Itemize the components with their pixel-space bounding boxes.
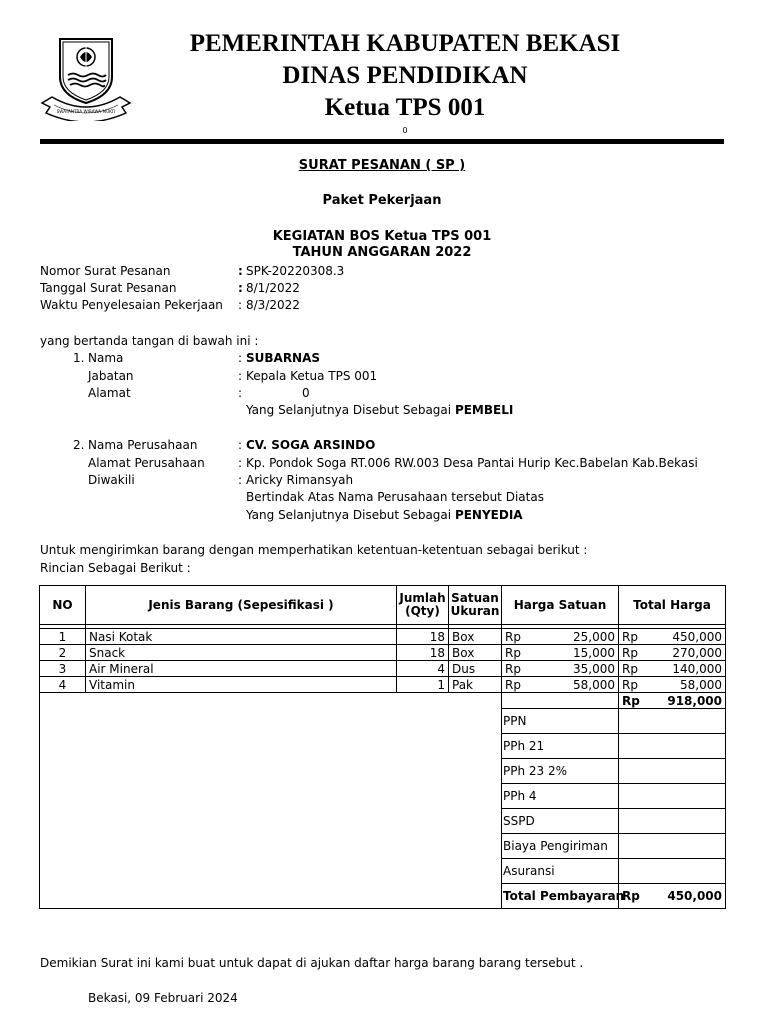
cell-unit: Box	[449, 645, 502, 661]
amount: 35,000	[573, 661, 615, 676]
extra-label: PPh 4	[502, 784, 619, 809]
extra-value	[619, 784, 726, 809]
party1-role: PEMBELI	[454, 403, 514, 417]
currency: Rp	[622, 677, 638, 692]
colon: :	[238, 351, 243, 365]
cell-quantity: 18	[397, 629, 449, 645]
party2-address-label: Alamat Perusahaan	[88, 456, 205, 470]
party2-number: 2.	[73, 438, 85, 452]
extra-label: PPh 23 2%	[502, 759, 619, 784]
cell-total-price	[619, 645, 726, 661]
party2-address-value: Kp. Pondok Soga RT.006 RW.003 Desa Pantai Hurip Kec.Babelan Kab.Bekasi	[246, 456, 698, 470]
party1-name-value: SUBARNAS	[246, 351, 321, 365]
header-total-price: Total Harga	[619, 586, 726, 625]
meta-value: 8/1/2022	[246, 281, 300, 295]
cell-total-price	[619, 677, 726, 693]
header-department-name: DINAS PENDIDIKAN	[282, 62, 528, 89]
instruction-text: Untuk mengirimkan barang dengan memperhatikan ketentuan-ketentuan sebagai berikut :	[40, 543, 588, 557]
cell-unit: Pak	[449, 677, 502, 693]
header-small-text: 0	[402, 126, 408, 135]
party1-role-line	[246, 403, 513, 417]
party2-company-label: Nama Perusahaan	[88, 438, 198, 452]
header-government-name: PEMERINTAH KABUPATEN BEKASI	[189, 30, 621, 57]
amount: 450,000	[667, 889, 722, 903]
party1-number: 1.	[73, 351, 85, 365]
header-quantity	[397, 586, 449, 625]
colon: :	[238, 456, 243, 470]
amount: 270,000	[672, 645, 722, 660]
header-quantity-line1: Jumlah	[399, 591, 446, 605]
meta-colon: :	[238, 281, 243, 295]
cell-no: 4	[40, 677, 86, 693]
cell-item-type: Air Mineral	[86, 661, 397, 677]
currency: Rp	[505, 645, 521, 660]
table-row	[40, 629, 726, 645]
subtotal-row	[40, 693, 726, 709]
amount: 58,000	[680, 677, 722, 692]
amount: 58,000	[573, 677, 615, 692]
cell-total-price	[619, 661, 726, 677]
currency: Rp	[505, 677, 521, 692]
party2-role: PENYEDIA	[454, 508, 523, 522]
header-unit-line1: Satuan	[451, 591, 499, 605]
cell-unit-price	[502, 645, 619, 661]
cell-quantity: 1	[397, 677, 449, 693]
svg-text:SWATANTRA WIBAWA MUKTI: SWATANTRA WIBAWA MUKTI	[56, 109, 116, 114]
header-unit-line2: Ukuran	[450, 604, 500, 618]
cell-no: 2	[40, 645, 86, 661]
cell-no: 3	[40, 661, 86, 677]
header-unit-price: Harga Satuan	[502, 586, 619, 625]
extra-value	[619, 759, 726, 784]
header-no: NO	[40, 586, 86, 625]
cell-unit-price	[502, 677, 619, 693]
header-item-type: Jenis Barang (Sepesifikasi )	[86, 586, 397, 625]
cell-total-price	[619, 629, 726, 645]
fiscal-year-title: TAHUN ANGGARAN 2022	[292, 245, 472, 260]
place-date: Bekasi, 09 Februari 2024	[88, 991, 238, 1005]
header-unit-name: Ketua TPS 001	[324, 94, 486, 121]
table-row	[40, 661, 726, 677]
colon: :	[238, 369, 243, 383]
meta-label: Waktu Penyelesaian Pekerjaan	[40, 298, 223, 312]
cell-unit: Box	[449, 629, 502, 645]
extra-label: PPN	[502, 709, 619, 734]
amount: 140,000	[672, 661, 722, 676]
header-unit	[449, 586, 502, 625]
cell-quantity: 4	[397, 661, 449, 677]
role-prefix: Yang Selanjutnya Disebut Sebagai	[246, 508, 452, 522]
currency: Rp	[622, 889, 640, 903]
party1-position-value: Kepala Ketua TPS 001	[246, 369, 378, 383]
cell-unit-price	[502, 661, 619, 677]
extra-value	[619, 709, 726, 734]
total-payment-value	[619, 884, 726, 909]
currency: Rp	[622, 693, 640, 708]
party2-representative-value: Aricky Rimansyah	[246, 473, 354, 487]
amount: 450,000	[672, 629, 722, 644]
meta-colon: :	[238, 264, 243, 278]
cell-unit: Dus	[449, 661, 502, 677]
party1-address-label: Alamat	[88, 386, 131, 400]
blank-area	[40, 693, 502, 909]
extra-value	[619, 809, 726, 834]
cell-quantity: 18	[397, 645, 449, 661]
meta-colon: :	[238, 298, 243, 312]
cell-item-type: Snack	[86, 645, 397, 661]
party1-name-label: Nama	[88, 351, 124, 365]
meta-value: SPK-20220308.3	[246, 264, 345, 278]
bekasi-regency-seal-logo	[40, 33, 132, 121]
colon: :	[238, 473, 243, 487]
extra-value	[619, 859, 726, 884]
total-payment-label: Total Pembayaran	[502, 884, 619, 909]
extra-value	[619, 734, 726, 759]
meta-value: 8/3/2022	[246, 298, 300, 312]
intro-text: yang bertanda tangan di bawah ini :	[40, 334, 259, 348]
table-header-row	[40, 586, 726, 625]
colon: :	[238, 438, 243, 452]
cell-no: 1	[40, 629, 86, 645]
closing-text: Demikian Surat ini kami buat untuk dapat di ajukan daftar harga barang barang tersebut .	[40, 956, 584, 970]
extra-label: PPh 21	[502, 734, 619, 759]
header-quantity-line2: (Qty)	[405, 604, 440, 618]
items-table	[39, 585, 726, 909]
details-text: Rincian Sebagai Berikut :	[40, 561, 191, 575]
role-prefix: Yang Selanjutnya Disebut Sebagai	[246, 403, 452, 417]
currency: Rp	[505, 661, 521, 676]
party1-position-label: Jabatan	[88, 369, 134, 383]
subtotal-label-cell	[502, 693, 619, 709]
table-row	[40, 645, 726, 661]
currency: Rp	[505, 629, 521, 644]
meta-label: Tanggal Surat Pesanan	[40, 281, 177, 295]
cell-subtotal	[619, 693, 726, 709]
party2-representative-label: Diwakili	[88, 473, 135, 487]
cell-item-type: Vitamin	[86, 677, 397, 693]
cell-item-type: Nasi Kotak	[86, 629, 397, 645]
amount: 15,000	[573, 645, 615, 660]
document-title: SURAT PESANAN ( SP )	[298, 158, 466, 173]
party2-company-value: CV. SOGA ARSINDO	[246, 438, 376, 452]
currency: Rp	[622, 629, 638, 644]
package-title: Paket Pekerjaan	[322, 193, 442, 208]
currency: Rp	[622, 645, 638, 660]
extra-value	[619, 834, 726, 859]
party2-acting-text: Bertindak Atas Nama Perusahaan tersebut Diatas	[246, 490, 544, 504]
meta-label: Nomor Surat Pesanan	[40, 264, 171, 278]
extra-label: Asuransi	[502, 859, 619, 884]
amount: 25,000	[573, 629, 615, 644]
extra-label: Biaya Pengiriman	[502, 834, 619, 859]
amount: 918,000	[667, 693, 722, 708]
cell-unit-price	[502, 629, 619, 645]
extra-label: SSPD	[502, 809, 619, 834]
table-row	[40, 677, 726, 693]
party2-role-line	[246, 508, 523, 522]
colon: :	[238, 386, 243, 400]
party1-address-value: 0	[302, 386, 310, 400]
header-divider	[40, 139, 724, 144]
activity-title: KEGIATAN BOS Ketua TPS 001	[272, 229, 492, 244]
currency: Rp	[622, 661, 638, 676]
